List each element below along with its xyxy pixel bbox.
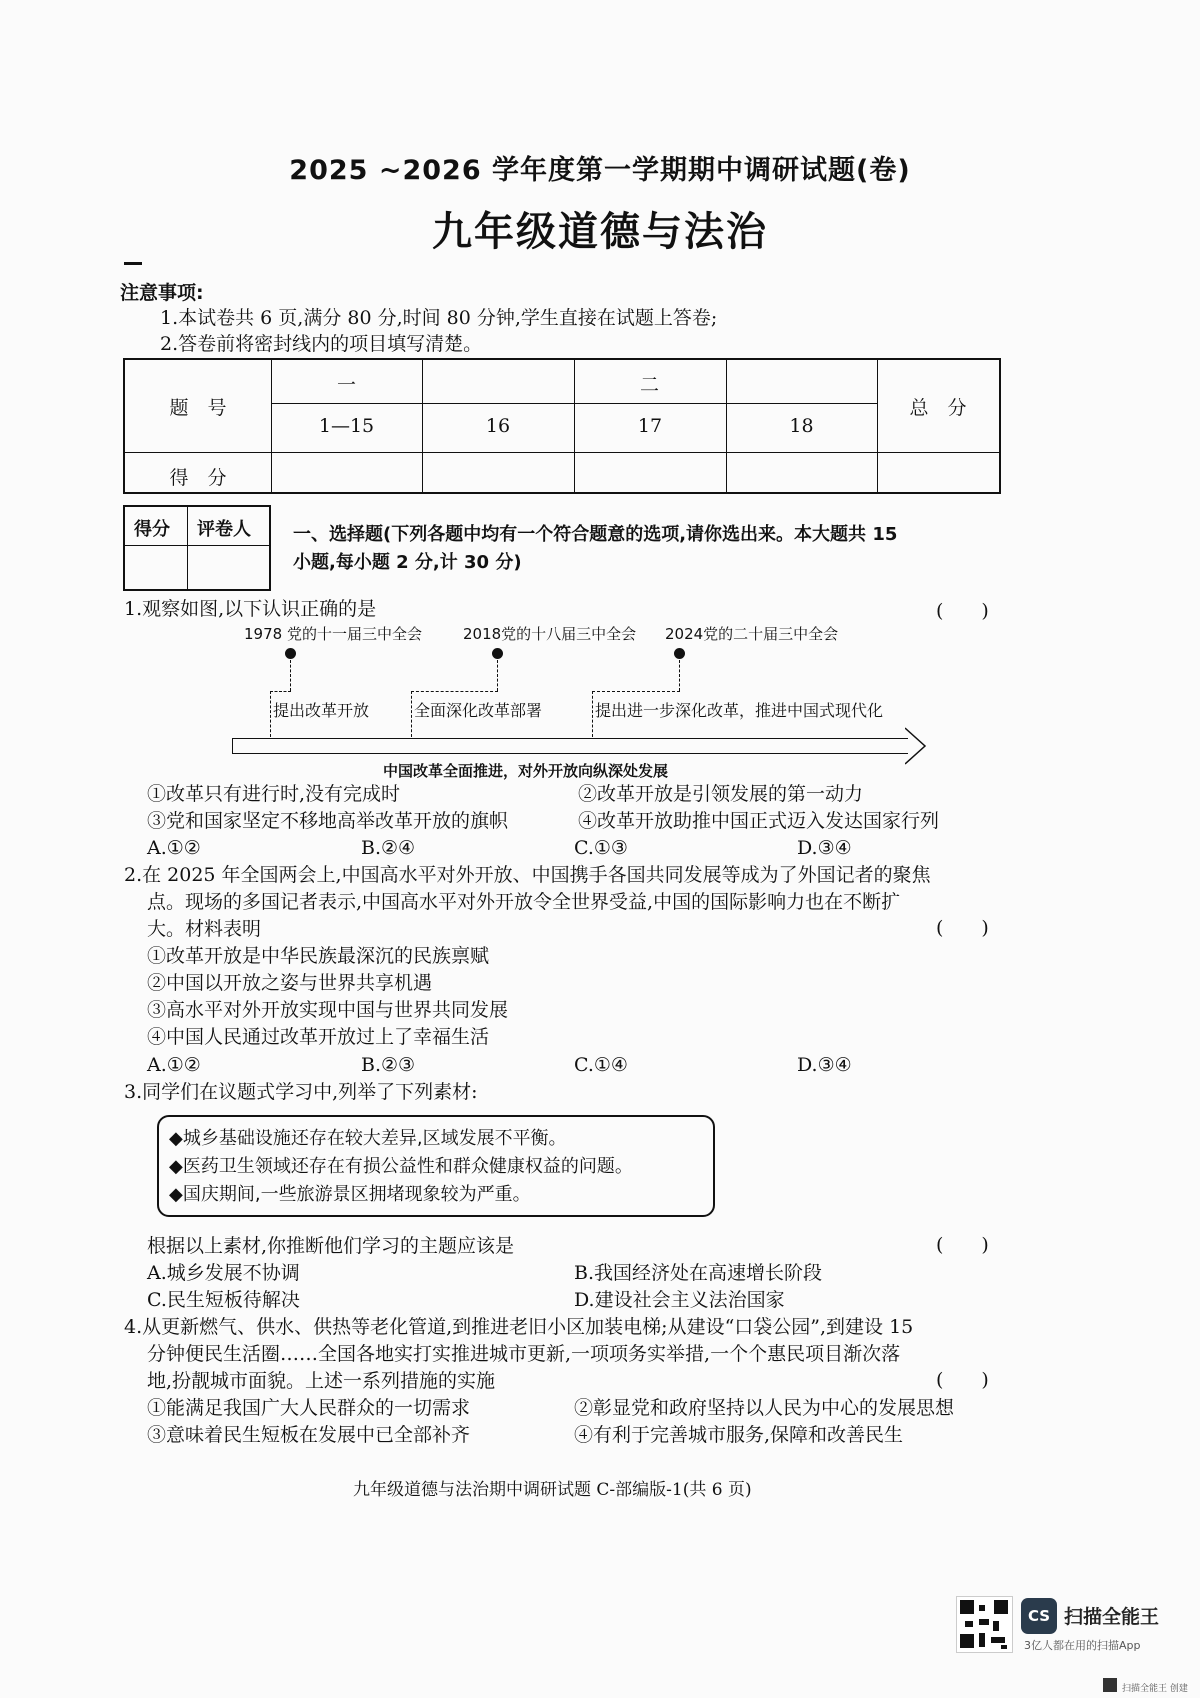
exam-subject: 九年级道德与法治: [432, 209, 768, 255]
material-box: [157, 1115, 715, 1217]
q1-option: ④改革开放助推中国正式迈入发达国家行列: [578, 810, 940, 832]
grader-box: [123, 505, 271, 591]
camscanner-logo: CS: [1021, 1598, 1057, 1634]
timeline-label: 2024党的二十届三中全会: [665, 625, 839, 643]
mini-qr-icon: [1103, 1678, 1117, 1692]
q4-stem: 4.从更新燃气、供水、供热等老化管道,到推进老旧小区加装电梯;从建设“口袋公园”,到建设 15: [124, 1316, 914, 1338]
page-footer: 九年级道德与法治期中调研试题 C-部编版-1(共 6 页): [353, 1480, 752, 1500]
q2-option: ②中国以开放之姿与世界共享机遇: [147, 972, 433, 994]
col-header: 18: [789, 415, 814, 437]
answer-paren: ( ): [936, 600, 989, 622]
q3-choice: C.民生短板待解决: [147, 1289, 300, 1311]
grader-reviewer-label: 评卷人: [197, 519, 251, 540]
camscanner-name: 扫描全能王: [1064, 1606, 1160, 1628]
q2-stem-cont: 点。现场的多国记者表示,中国高水平对外开放令全世界受益,中国的国际影响力也在不断扩: [147, 891, 901, 913]
row-label: 题 号: [169, 397, 227, 419]
timeline-event: 提出改革开放: [273, 701, 370, 720]
answer-paren: ( ): [936, 917, 989, 939]
q1-option: ②改革开放是引领发展的第一动力: [578, 783, 864, 805]
part-two-header: 二: [639, 374, 659, 396]
q2-choice: A.①②: [147, 1054, 201, 1076]
notice-item: 2.答卷前将密封线内的项目填写清楚。: [160, 333, 483, 355]
timeline-event: 提出进一步深化改革，推进中国式现代化: [595, 701, 884, 720]
q2-stem: 2.在 2025 年全国两会上,中国高水平对外开放、中国携手各国共同发展等成为了外国记者的聚焦: [124, 864, 931, 886]
q2-choice: C.①④: [574, 1054, 628, 1076]
q3-question: 根据以上素材,你推断他们学习的主题应该是: [147, 1235, 515, 1257]
q2-option: ①改革开放是中华民族最深沉的民族禀赋: [147, 945, 490, 967]
q2-option: ③高水平对外开放实现中国与世界共同发展: [147, 999, 509, 1021]
material-item: ◆医药卫生领域还存在有损公益性和群众健康权益的问题。: [169, 1156, 633, 1177]
grader-score-label: 得分: [134, 519, 170, 540]
q1-option: ③党和国家坚定不移地高举改革开放的旗帜: [147, 810, 509, 832]
total-label: 总 分: [909, 397, 967, 419]
answer-paren: ( ): [936, 1369, 989, 1391]
material-item: ◆国庆期间,一些旅游景区拥堵现象较为严重。: [169, 1184, 531, 1205]
timeline-dot: [674, 648, 685, 659]
col-header: 17: [637, 415, 663, 437]
q1-choice: A.①②: [147, 837, 201, 859]
q3-stem: 3.同学们在议题式学习中,列举了下列素材:: [124, 1081, 478, 1103]
material-item: ◆城乡基础设施还存在较大差异,区域发展不平衡。: [169, 1128, 567, 1149]
col-header: 1—15: [318, 415, 375, 437]
q4-option: ④有利于完善城市服务,保障和改善民生: [574, 1424, 904, 1446]
answer-paren: ( ): [936, 1234, 989, 1256]
exam-title: 2025 ~2026 学年度第一学期期中调研试题(卷): [289, 155, 911, 186]
q1-stem: 1.观察如图,以下认识正确的是: [124, 598, 377, 620]
q4-option: ②彰显党和政府坚持以人民为中心的发展思想: [574, 1397, 955, 1419]
timeline-dot: [492, 648, 503, 659]
q4-stem-cont: 分钟便民生活圈……全国各地实打实推进城市更新,一项项务实举措,一个个惠民项目渐次落: [147, 1343, 901, 1365]
timeline-caption: 中国改革全面推进，对外开放向纵深处发展: [383, 762, 669, 780]
arrow-head: [905, 727, 927, 765]
q1-choice: C.①③: [574, 837, 628, 859]
q2-choice: B.②③: [361, 1054, 416, 1076]
q3-choice: A.城乡发展不协调: [147, 1262, 300, 1284]
q2-choice: D.③④: [797, 1054, 852, 1076]
q4-stem-cont: 地,扮靓城市面貌。上述一系列措施的实施: [147, 1370, 496, 1392]
camscanner-credit: 扫描全能王 创建: [1122, 1684, 1188, 1694]
q1-option: ①改革只有进行时,没有完成时: [147, 783, 401, 805]
q3-choice: B.我国经济处在高速增长阶段: [574, 1262, 823, 1284]
timeline-event: 全面深化改革部署: [414, 701, 543, 720]
score-table: [123, 358, 1001, 494]
q3-choice: D.建设社会主义法治国家: [574, 1289, 785, 1311]
notice-heading: 注意事项:: [120, 282, 204, 304]
part-one-header: 一: [336, 374, 356, 396]
timeline-dot: [285, 648, 296, 659]
score-label: 得 分: [169, 467, 227, 489]
section-heading-cont: 小题,每小题 2 分,计 30 分): [293, 552, 522, 573]
timeline-label: 2018党的十八届三中全会: [463, 625, 637, 643]
timeline-label: 1978 党的十一届三中全会: [244, 625, 422, 643]
timeline-arrow: [232, 738, 908, 754]
q4-option: ①能满足我国广大人民群众的一切需求: [147, 1397, 471, 1419]
q1-choice: B.②④: [361, 837, 416, 859]
notice-item: 1.本试卷共 6 页,满分 80 分,时间 80 分钟,学生直接在试题上答卷;: [160, 307, 718, 329]
qr-code-icon: [956, 1596, 1013, 1653]
q1-choice: D.③④: [797, 837, 852, 859]
q2-option: ④中国人民通过改革开放过上了幸福生活: [147, 1026, 490, 1048]
margin-mark: [124, 262, 142, 265]
camscanner-slogan: 3亿人都在用的扫描App: [1024, 1639, 1141, 1652]
q2-stem-cont: 大。材料表明: [147, 918, 262, 940]
col-header: 16: [485, 415, 511, 437]
q4-option: ③意味着民生短板在发展中已全部补齐: [147, 1424, 471, 1446]
section-heading: 一、选择题(下列各题中均有一个符合题意的选项,请你选出来。本大题共 15: [293, 524, 898, 545]
